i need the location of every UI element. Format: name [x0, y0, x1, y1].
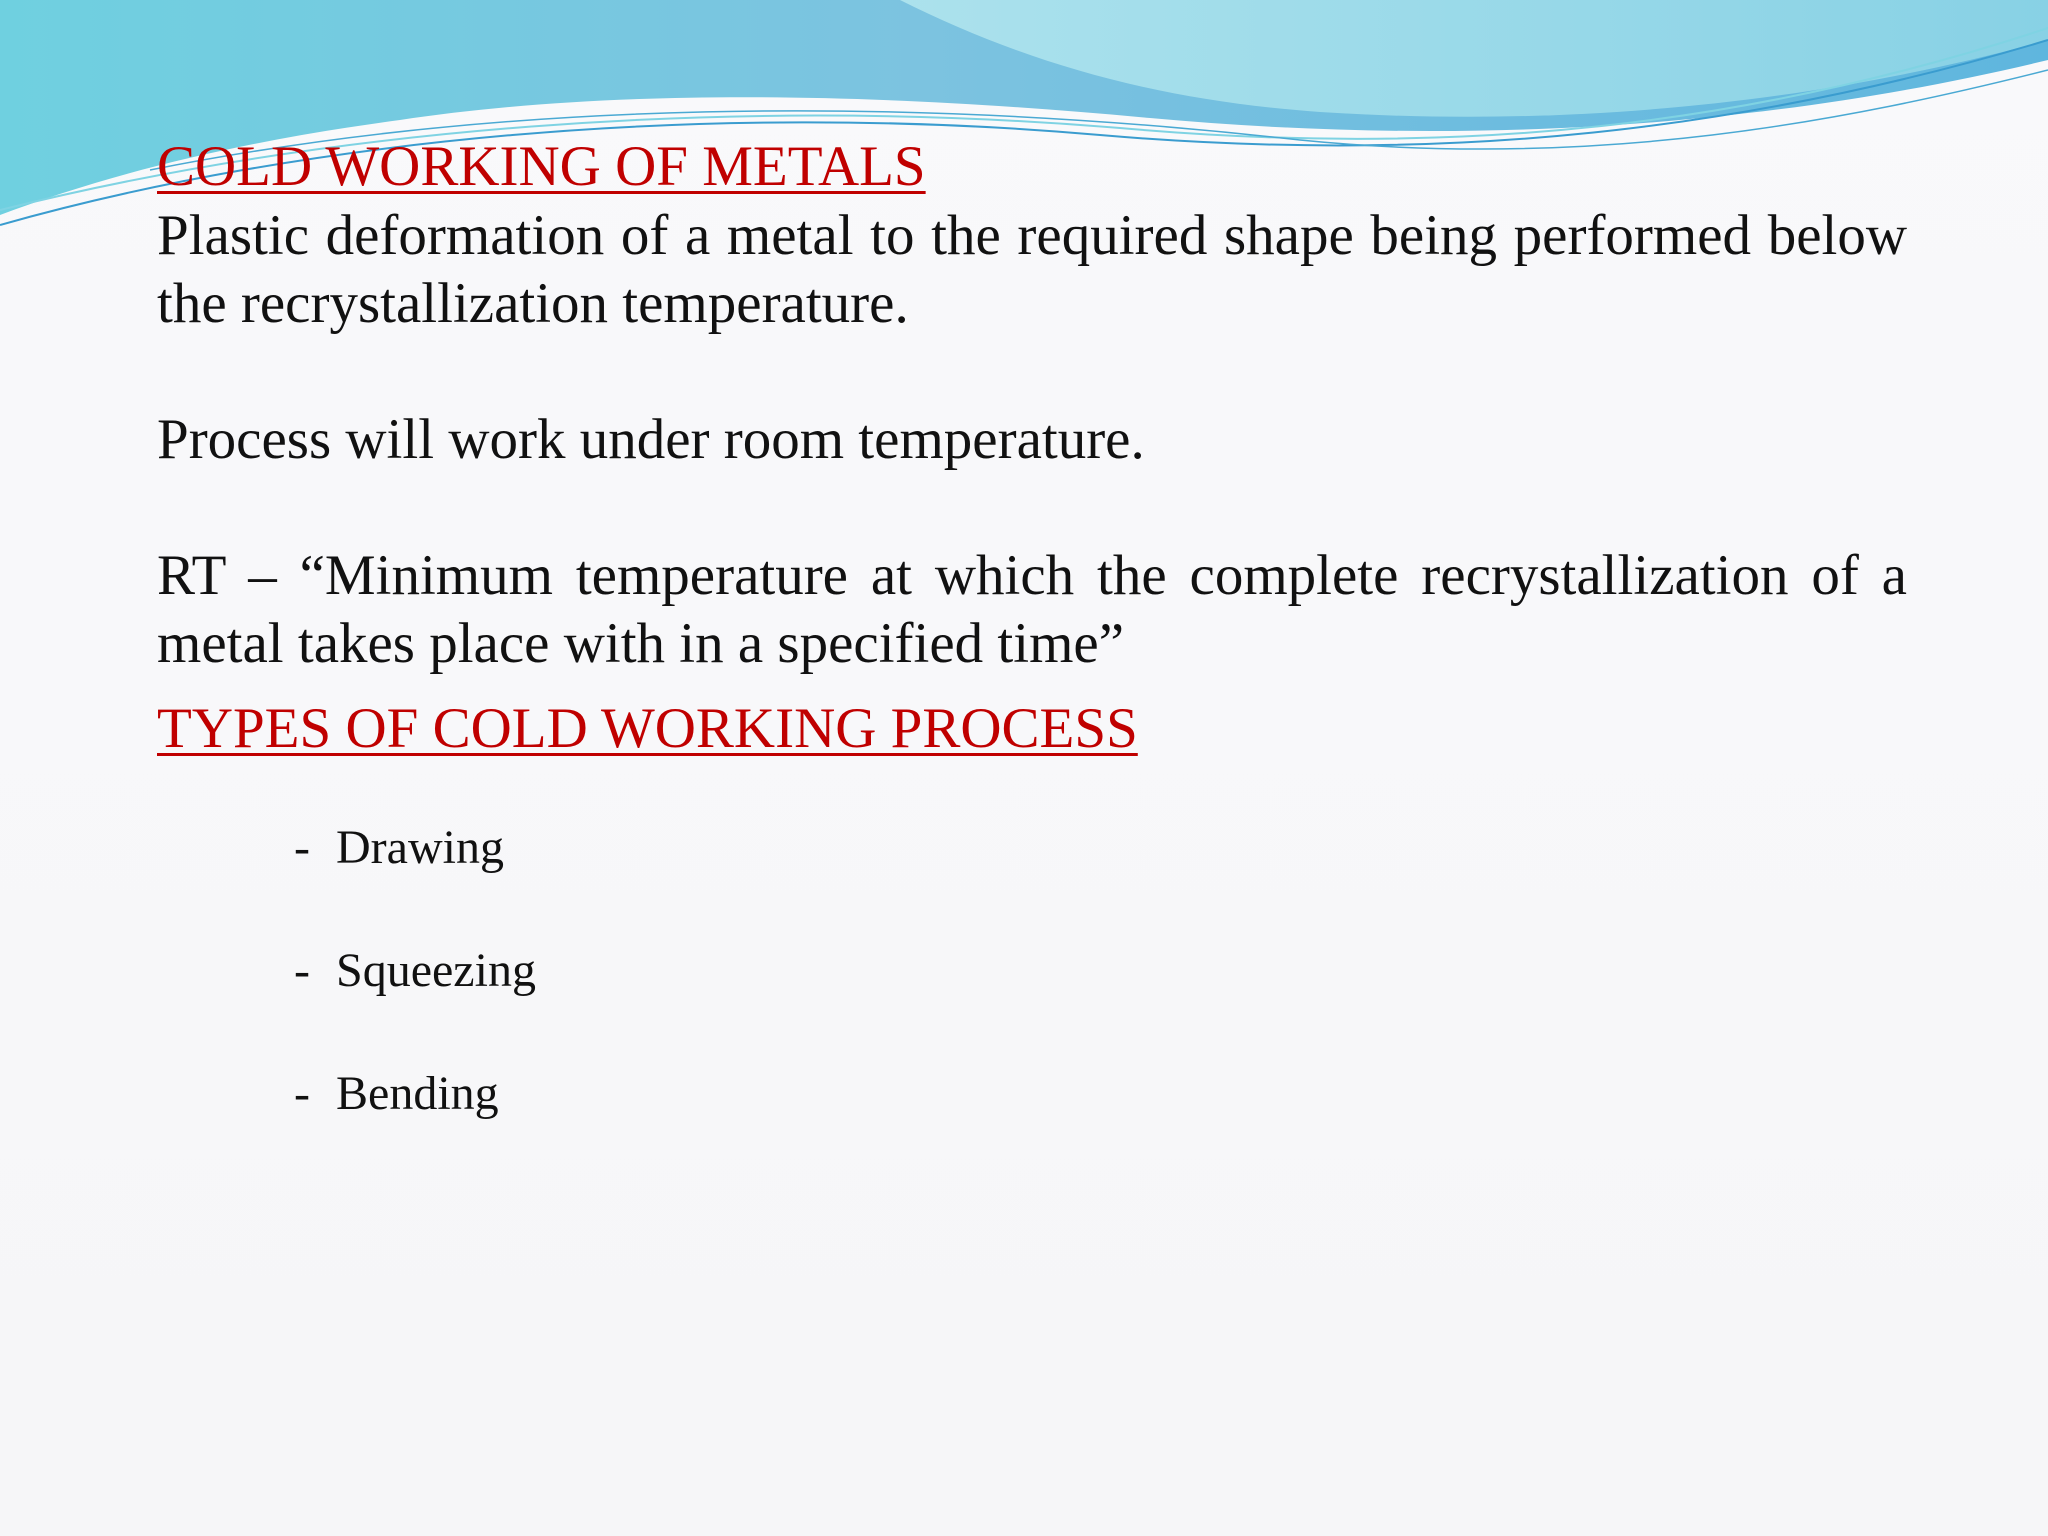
- list-item: [294, 1066, 1907, 1122]
- bullet-dash: -: [294, 1067, 310, 1120]
- type-squeezing: Squeezing: [336, 944, 536, 997]
- bullet-dash: -: [294, 821, 310, 874]
- types-list: [157, 820, 1907, 1122]
- definition-text: Plastic deformation of a metal to the required shape being performed below the recrystallization temperature.: [157, 204, 1907, 335]
- types-heading: TYPES OF COLD WORKING PROCESS: [157, 697, 1138, 760]
- type-bending: Bending: [336, 1067, 499, 1120]
- type-drawing: Drawing: [336, 821, 504, 874]
- process-note-text: Process will work under room temperature.: [157, 408, 1145, 471]
- rt-definition-text: RT – “Minimum temperature at which the complete recrystallization of a metal takes place with in a specified time”: [157, 544, 1907, 675]
- slide-title: COLD WORKING OF METALS: [157, 135, 926, 198]
- bullet-dash: -: [294, 944, 310, 997]
- list-item: [294, 820, 1907, 876]
- list-item: [294, 943, 1907, 999]
- slide-content: [157, 132, 1907, 1189]
